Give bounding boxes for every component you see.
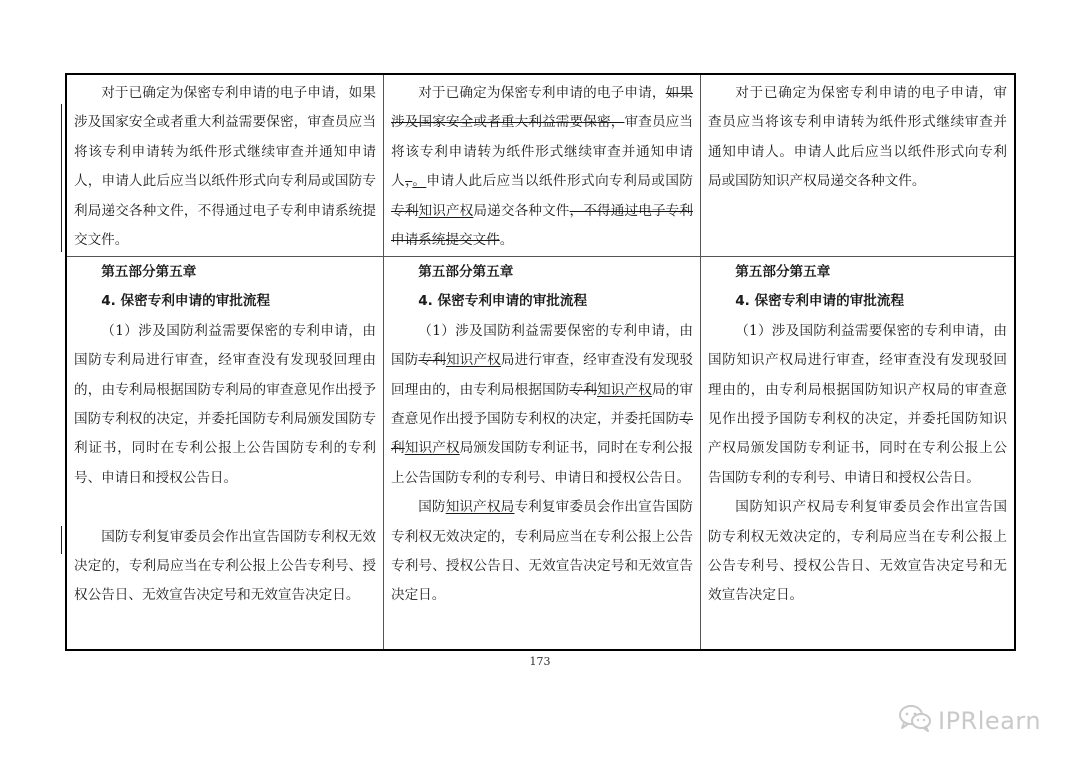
watermark (898, 704, 1041, 738)
text-run: 局递交各种文件 (473, 202, 570, 219)
paragraph (391, 317, 693, 493)
text-run: 。 (499, 232, 514, 249)
text-run: 国防 (418, 499, 446, 516)
watermark-text: IPRlearn (938, 707, 1042, 735)
deleted-text: 专利 (391, 202, 419, 219)
text-run: 专利复审委员会作出宣告国防专利权无效决定的，专利局应当在专利公报上公告专利号、授权公告日、无效宣告决定号和无效宣告决定日。 (391, 499, 694, 604)
cell-r1-original (67, 75, 384, 257)
cell-r2-original (67, 257, 384, 649)
paragraph: （1）涉及国防利益需要保密的专利申请，由国防知识产权局进行审查，经审查没有发现驳回理由的，由专利局根据国防知识产权局的审查意见作出授予国防专利权的决定，并委托国防知识产权局颁发国防专利证书，同时在专利公报上公告国防专利的专利号、申请日和授权公告日。 (708, 322, 1007, 486)
deleted-text: ，不得通过电子专利申请系统提交文件 (391, 202, 694, 249)
paragraph: 国防知识产权局专利复审委员会作出宣告国防专利权无效决定的，专利局应当在专利公报上公告专利号、授权公告日、无效宣告决定号和无效宣告决定日。 (708, 499, 1007, 604)
page-number: 173 (529, 655, 551, 668)
cell-r2-final (701, 257, 1014, 649)
paragraph: （1）涉及国防利益需要保密的专利申请，由国防专利局进行审查，经审查没有发现驳回理由的，由专利局根据国防专利局的审查意见作出授予国防专利权的决定，并委托国防专利局颁发国防专利证书，同时在专利公报上公告国防专利的专利号、申请日和授权公告日。 (74, 322, 376, 486)
wechat-icon (898, 704, 932, 738)
cell-r1-revised-markup (384, 75, 701, 257)
inserted-text: 知识产权 (597, 381, 652, 398)
section-heading: 4. 保密专利申请的审批流程 (101, 293, 271, 310)
deleted-text: 专利 (391, 411, 693, 457)
text-run: 申请人此后应当以纸件形式向专利局或国防 (426, 173, 694, 190)
section-heading: 4. 保密专利申请的审批流程 (418, 293, 588, 310)
text-run: 局进行审查，经审查没有发现驳回理由的，由专利局根据国防 (391, 352, 694, 398)
cell-r1-final (701, 75, 1014, 257)
inserted-text: 知识产权 (404, 440, 460, 457)
paragraph: 对于已确定为保密专利申请的电子申请，审查员应当将该专利申请转为纸件形式继续审查并通知申请人。申请人此后应当以纸件形式向专利局或国防知识产权局递交各种文件。 (708, 85, 1007, 190)
paragraph: 对于已确定为保密专利申请的电子申请，如果涉及国家安全或者重大利益需要保密，审查员应当将该专利申请转为纸件形式继续审查并通知申请人，申请人此后应当以纸件形式向专利局或国防专利局递交各种文件，不得通过电子专利申请系统提交文件。 (74, 85, 376, 249)
paragraph: 国防专利复审委员会作出宣告国防专利权无效决定的，专利局应当在专利公报上公告专利号、授权公告日、无效宣告决定号和无效宣告决定日。 (74, 528, 376, 604)
change-bar (61, 104, 62, 252)
text-run: （1）涉及国防利益需要保密的专利申请，由国防 (391, 322, 693, 369)
deleted-text: 如果涉及国家安全或者重大利益需要保密， (391, 85, 694, 131)
paragraph (391, 79, 693, 255)
section-heading: 4. 保密专利申请的审批流程 (735, 293, 905, 310)
inserted-text: 。 (412, 173, 427, 190)
cell-r2-revised-markup (384, 257, 701, 649)
chapter-title: 第五部分第五章 (101, 264, 197, 280)
deleted-text: 专利 (569, 381, 598, 398)
deleted-text: ， (405, 173, 413, 190)
text-run: 局颁发国防专利证书，同时在专利公报上公告国防专利的专利号、申请日和授权公告日。 (391, 440, 694, 486)
paragraph (391, 493, 693, 611)
change-bar (61, 526, 62, 554)
chapter-title: 第五部分第五章 (735, 264, 831, 280)
comparison-table (65, 73, 1016, 651)
inserted-text: 知识产权 (418, 202, 474, 219)
text-run: 局的审查意见作出授予国防专利权的决定，并委托国防 (391, 381, 694, 428)
chapter-title: 第五部分第五章 (418, 264, 514, 280)
text-run: 审查员应当将该专利申请转为纸件形式继续审查并通知申请人 (391, 114, 694, 190)
inserted-text: 知识产权局 (445, 499, 515, 516)
paragraph-gap (74, 493, 376, 522)
inserted-text: 知识产权 (445, 352, 501, 369)
deleted-text: 专利 (418, 352, 446, 369)
text-run: 对于已确定为保密专利申请的电子申请， (418, 85, 666, 101)
